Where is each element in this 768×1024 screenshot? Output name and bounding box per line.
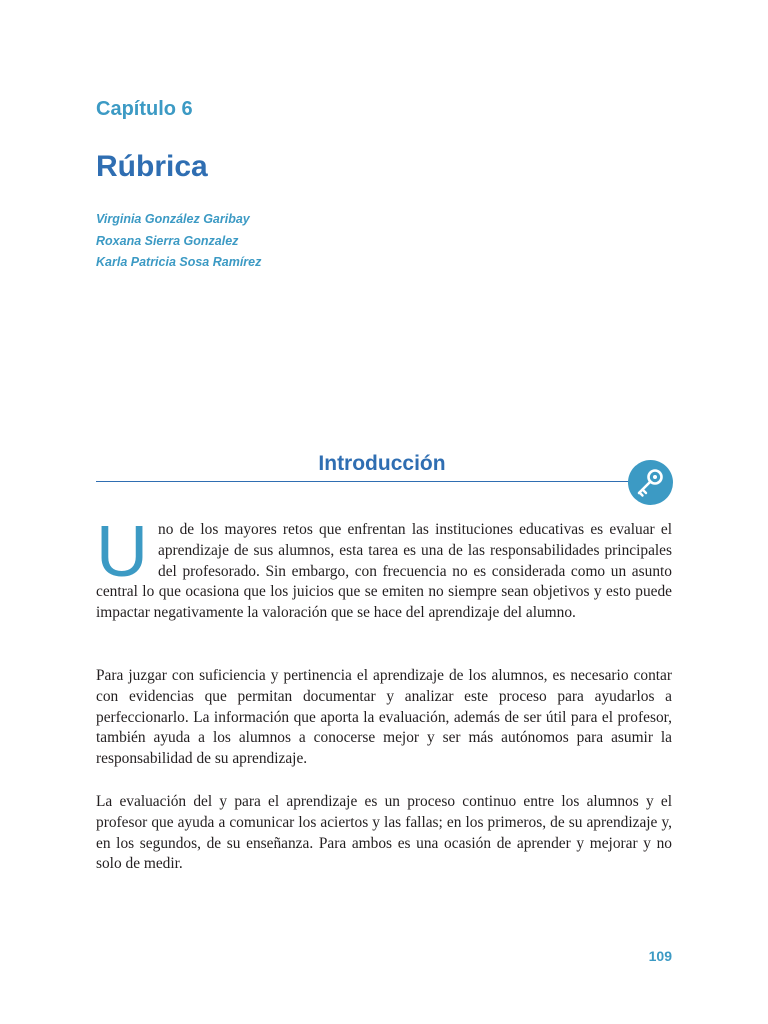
section-heading: Introducción [318,452,446,475]
intro-paragraph-2: Para juzgar con suficiencia y pertinencia el aprendizaje de los alumnos, es necesario contar con evidencias que permitan documentar y analizar este proceso para ayudarlos a perfeccionarlo. La información que aporta la evaluación, además de ser útil para el profesor, también ayuda a los alumnos a conocerse mejor y ser más autónomos para asumir la responsabilidad de su aprendizaje. [96,667,672,768]
section-divider [96,481,636,482]
author-name: Virginia González Garibay [96,212,250,226]
chapter-label: Capítulo 6 [96,98,193,120]
author-name: Karla Patricia Sosa Ramírez [96,255,262,269]
author-name: Roxana Sierra Gonzalez [96,233,239,248]
page-number: 109 [648,948,672,964]
intro-paragraph-3: La evaluación del y para el aprendizaje es un proceso continuo entre los alumnos y el profesor que ayuda a comunicar los aciertos y las fallas; en los primeros, de su aprendizaje y, en los segundos, de su enseñanza. Para ambos es una ocasión de aprender y mejorar y no solo de medir. [96,793,672,873]
paragraph-text: no de los mayores retos que enfrentan las instituciones educativas es evaluar el aprendizaje de sus alumnos, esta tarea es una de las responsabilidades principales del profesorado. Sin embargo, con frecuencia no es considerada como un asunto central lo que ocasiona que los juicios que se emiten no siempre sean objetivos y esto puede impactar negativamente la valoración que se hace del aprendizaje del alumno. [96,521,672,622]
chapter-title: Rúbrica [96,150,208,183]
key-icon [628,460,673,505]
author-list [96,209,261,274]
drop-cap: U [96,512,148,592]
intro-paragraph-1 [96,512,672,624]
